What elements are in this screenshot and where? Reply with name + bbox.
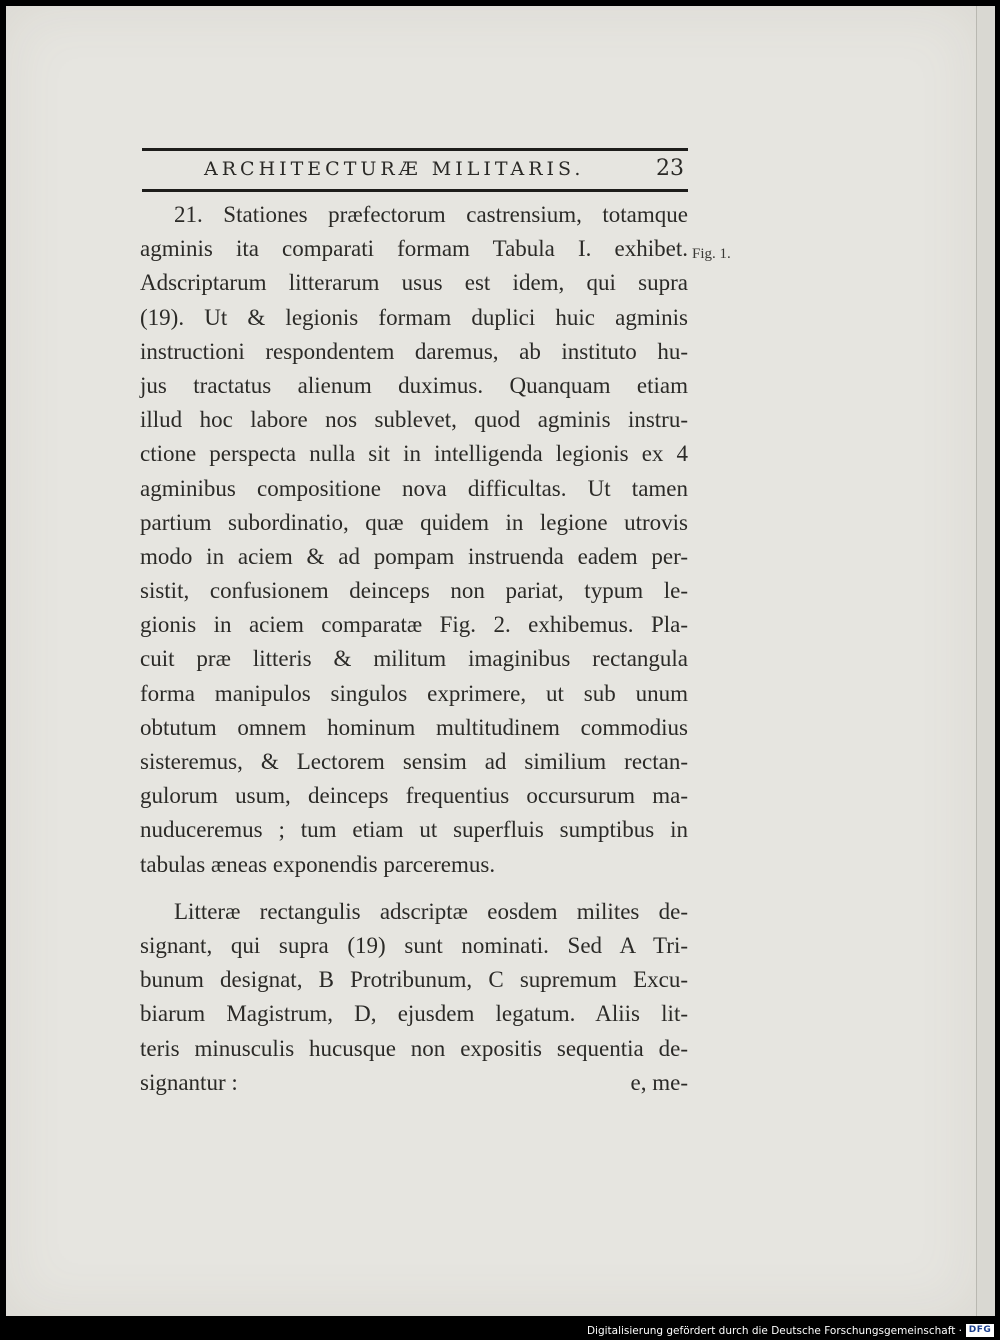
text-line: (19). Ut & legionis formam duplici huic agminis bbox=[140, 304, 688, 330]
text-line: gionis in aciem comparatæ Fig. 2. exhibemus. Pla- bbox=[140, 612, 688, 638]
text-line: modo in aciem & ad pompam instruenda eadem per- bbox=[140, 543, 688, 569]
paragraph-2 bbox=[140, 895, 688, 1100]
dfg-logo-icon: DFG bbox=[966, 1324, 994, 1337]
text-line: agminis ita comparati formam Tabula I. exhibet. bbox=[140, 236, 688, 262]
digitization-credit: Digitalisierung gefördert durch die Deutsche Forschungsgemeinschaft · bbox=[586, 1325, 962, 1337]
running-title: ARCHITECTURÆ MILITARIS. bbox=[204, 158, 585, 180]
text-line: agminibus compositione nova difficultas. Ut tamen bbox=[140, 475, 688, 501]
catchword: e, me- bbox=[630, 1069, 688, 1095]
text-line: biarum Magistrum, D, ejusdem legatum. Aliis lit- bbox=[140, 1001, 688, 1027]
final-line-left: signantur : bbox=[140, 1069, 238, 1095]
text-line: gulorum usum, deinceps frequentius occursurum ma- bbox=[140, 783, 688, 809]
text-line: sisteremus, & Lectorem sensim ad similium rectan- bbox=[140, 749, 688, 774]
header-rule-top bbox=[142, 148, 688, 151]
text-line: cuit præ litteris & militum imaginibus rectangula bbox=[140, 646, 688, 672]
text-line: nuduceremus ; tum etiam ut superfluis sumptibus in bbox=[140, 817, 688, 843]
text-line: Litteræ rectangulis adscriptæ eosdem milites de- bbox=[174, 898, 688, 924]
text-line: partium subordinatio, quæ quidem in legione utrovis bbox=[140, 509, 688, 535]
text-line: teris minusculis hucusque non expositis sequentia de- bbox=[140, 1035, 688, 1061]
text-line: obtutum omnem hominum multitudinem commodius bbox=[140, 714, 688, 740]
running-header bbox=[142, 148, 688, 194]
text-line-final bbox=[140, 1066, 688, 1100]
page-number: 23 bbox=[656, 156, 684, 181]
text-line: signant, qui supra (19) sunt nominati. Sed A Tri- bbox=[140, 932, 688, 958]
text-line: ctione perspecta nulla sit in intelligenda legionis ex 4 bbox=[140, 441, 688, 467]
text-line: Adscriptarum litterarum usus est idem, qui supra bbox=[140, 270, 688, 296]
margin-note-fig: Fig. 1. bbox=[692, 246, 731, 262]
text-line: forma manipulos singulos exprimere, ut sub unum bbox=[140, 680, 688, 706]
paragraph-1 bbox=[140, 198, 688, 882]
text-line: bunum designat, B Protribunum, C supremum Excu- bbox=[140, 967, 688, 993]
header-rule-bottom bbox=[142, 189, 688, 192]
paragraph-gap bbox=[140, 882, 688, 895]
text-line: illud hoc labore nos sublevet, quod agminis instru- bbox=[140, 407, 688, 433]
text-line: instructioni respondentem daremus, ab instituto hu- bbox=[140, 338, 688, 364]
page-edge bbox=[976, 6, 995, 1316]
text-line: 21. Stationes præfectorum castrensium, totamque bbox=[174, 202, 688, 227]
text-line: jus tractatus alienum duximus. Quanquam etiam bbox=[140, 372, 688, 398]
text-line: sistit, confusionem deinceps non pariat, typum le- bbox=[140, 578, 688, 604]
body-text bbox=[140, 198, 688, 1100]
text-line: tabulas æneas exponendis parceremus. bbox=[140, 851, 496, 877]
